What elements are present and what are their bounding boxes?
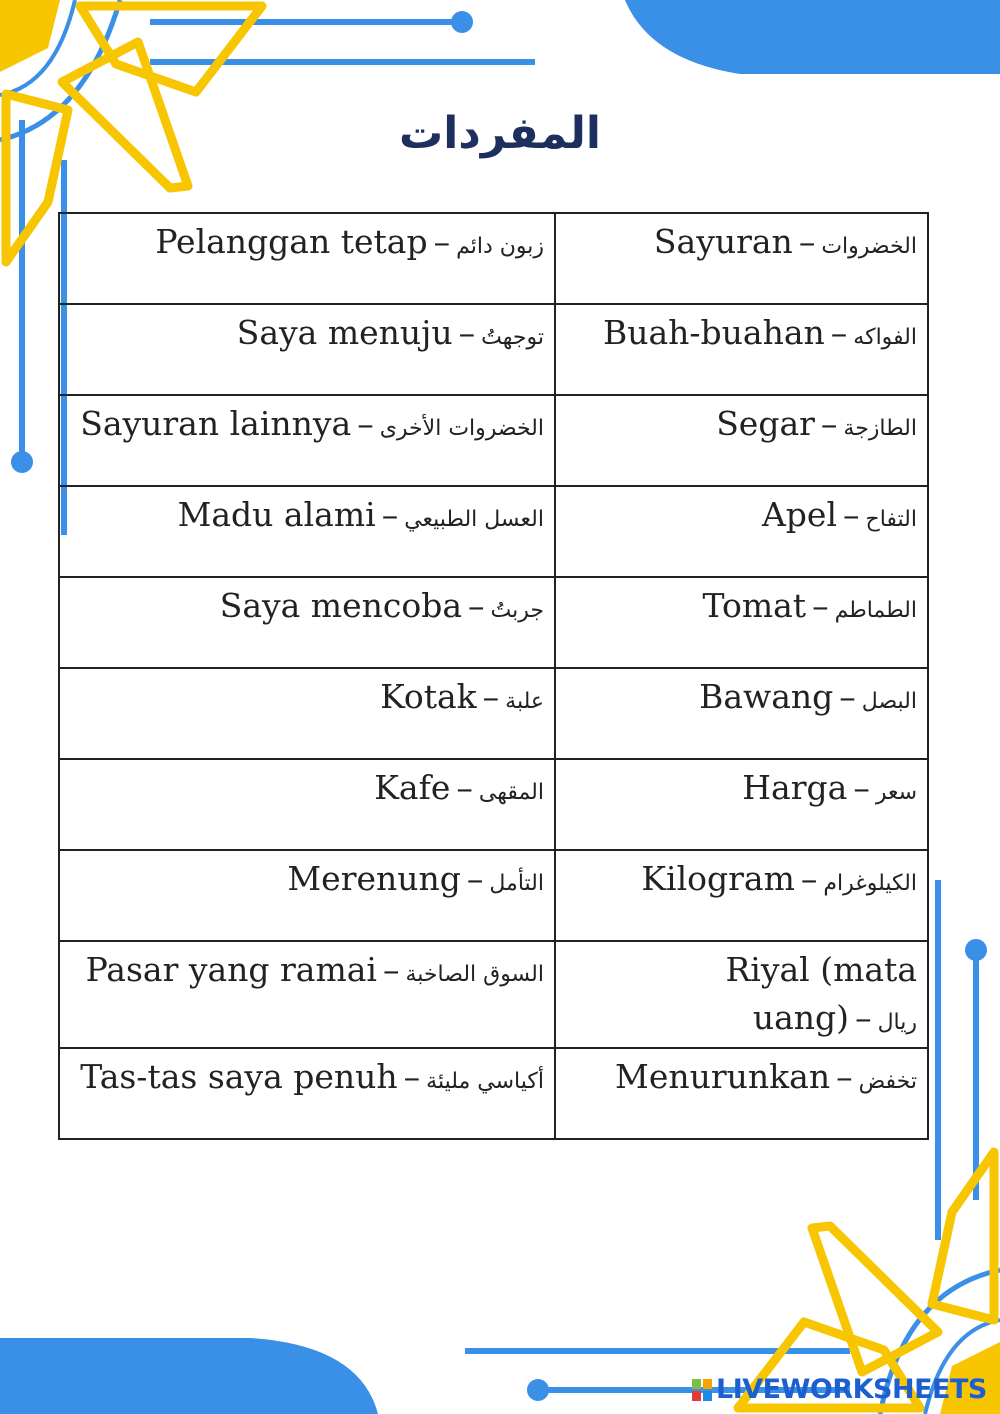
- dash-separator: –: [357, 404, 374, 443]
- arabic-term: الطازجة: [843, 416, 917, 441]
- vocab-cell: [555, 304, 928, 395]
- vocab-cell: [59, 941, 555, 1048]
- dash-separator: –: [403, 1057, 421, 1096]
- vocab-cell: [59, 395, 555, 486]
- indonesian-term: Pelanggan tetap: [155, 222, 428, 261]
- dash-separator: –: [456, 768, 473, 807]
- indonesian-term: Riyal (mata uang): [725, 950, 917, 1037]
- table-row: [59, 1048, 928, 1139]
- vocab-cell: [59, 213, 555, 304]
- vocab-cell: [555, 213, 928, 304]
- page-title: المفردات: [398, 108, 602, 159]
- vocab-cell: [59, 486, 555, 577]
- vocab-cell: [59, 759, 555, 850]
- dash-separator: –: [482, 677, 500, 716]
- vocab-cell: [555, 668, 928, 759]
- indonesian-term: Tas-tas saya penuh: [80, 1057, 398, 1096]
- indonesian-term: Kilogram: [641, 859, 795, 898]
- arabic-term: البصل: [861, 689, 917, 714]
- indonesian-term: Kotak: [380, 677, 477, 716]
- arabic-term: الفواكه: [853, 325, 917, 350]
- dash-separator: –: [812, 586, 829, 625]
- watermark-text: LIVEWORKSHEETS: [716, 1374, 987, 1405]
- arabic-term: العسل الطبيعي: [404, 507, 544, 532]
- table-row: [59, 213, 928, 304]
- dash-separator: –: [798, 222, 816, 261]
- vocab-cell: [59, 304, 555, 395]
- dash-separator: –: [466, 859, 484, 898]
- indonesian-term: Madu alami: [177, 495, 376, 534]
- dash-separator: –: [855, 998, 872, 1037]
- dash-separator: –: [433, 222, 451, 261]
- vocab-cell: [59, 1048, 555, 1139]
- table-row: [59, 850, 928, 941]
- arabic-term: علبة: [505, 689, 544, 714]
- indonesian-term: Bawang: [699, 677, 834, 716]
- dash-separator: –: [830, 313, 848, 352]
- top-right-blob: [625, 0, 1000, 74]
- indonesian-term: Tomat: [702, 586, 807, 625]
- indonesian-term: Sayuran lainnya: [80, 404, 352, 443]
- arabic-term: جربتُ: [490, 598, 544, 623]
- table-row: [59, 395, 928, 486]
- dash-separator: –: [820, 404, 838, 443]
- table-row: [59, 304, 928, 395]
- dash-separator: –: [836, 1057, 853, 1096]
- indonesian-term: Saya mencoba: [219, 586, 463, 625]
- indonesian-term: Apel: [761, 495, 837, 534]
- dash-separator: –: [383, 950, 400, 989]
- arabic-term: المقهى: [478, 780, 544, 805]
- vocab-cell: [555, 759, 928, 850]
- arabic-term: زبون دائم: [456, 234, 544, 259]
- vocab-cell: [555, 486, 928, 577]
- indonesian-term: Merenung: [287, 859, 461, 898]
- vocab-cell: [59, 668, 555, 759]
- indonesian-term: Saya menuju: [236, 313, 453, 352]
- arabic-term: تخفض: [858, 1069, 917, 1094]
- table-row: [59, 668, 928, 759]
- table-row: [59, 941, 928, 1048]
- dash-separator: –: [853, 768, 870, 807]
- table-row: [59, 759, 928, 850]
- dash-separator: –: [800, 859, 818, 898]
- vocab-cell: [555, 850, 928, 941]
- arabic-term: ريال: [877, 1010, 917, 1035]
- arabic-term: توجهتُ: [481, 325, 544, 350]
- indonesian-term: Pasar yang ramai: [85, 950, 377, 989]
- vocab-cell: [59, 850, 555, 941]
- indonesian-term: Segar: [716, 404, 815, 443]
- bottom-left-blob: [0, 1338, 378, 1414]
- arabic-term: الخضروات: [821, 234, 917, 259]
- vocab-cell: [555, 395, 928, 486]
- table-row: [59, 577, 928, 668]
- indonesian-term: Sayuran: [653, 222, 793, 261]
- indonesian-term: Buah-buahan: [602, 313, 825, 352]
- dash-separator: –: [458, 313, 476, 352]
- vocab-cell: [555, 941, 928, 1048]
- arabic-term: التأمل: [489, 871, 544, 896]
- indonesian-term: Kafe: [374, 768, 451, 807]
- indonesian-term: Harga: [742, 768, 848, 807]
- vocabulary-table: [58, 212, 929, 1140]
- arabic-term: التفاح: [865, 507, 917, 532]
- arabic-term: أكياسي مليئة: [426, 1069, 544, 1094]
- arabic-term: السوق الصاخبة: [405, 962, 544, 987]
- table-row: [59, 486, 928, 577]
- watermark-logo: [692, 1374, 987, 1405]
- dash-separator: –: [843, 495, 860, 534]
- dash-separator: –: [381, 495, 399, 534]
- dash-separator: –: [839, 677, 856, 716]
- indonesian-term: Menurunkan: [615, 1057, 831, 1096]
- vocab-cell: [555, 1048, 928, 1139]
- vocab-cell: [555, 577, 928, 668]
- liveworksheets-logo-icon: [692, 1379, 712, 1401]
- arabic-term: الخضروات الأخرى: [379, 416, 544, 441]
- arabic-term: الكيلوغرام: [823, 871, 917, 896]
- arabic-term: سعر: [875, 780, 917, 805]
- vocab-cell: [59, 577, 555, 668]
- dash-separator: –: [468, 586, 485, 625]
- arabic-term: الطماطم: [834, 598, 917, 623]
